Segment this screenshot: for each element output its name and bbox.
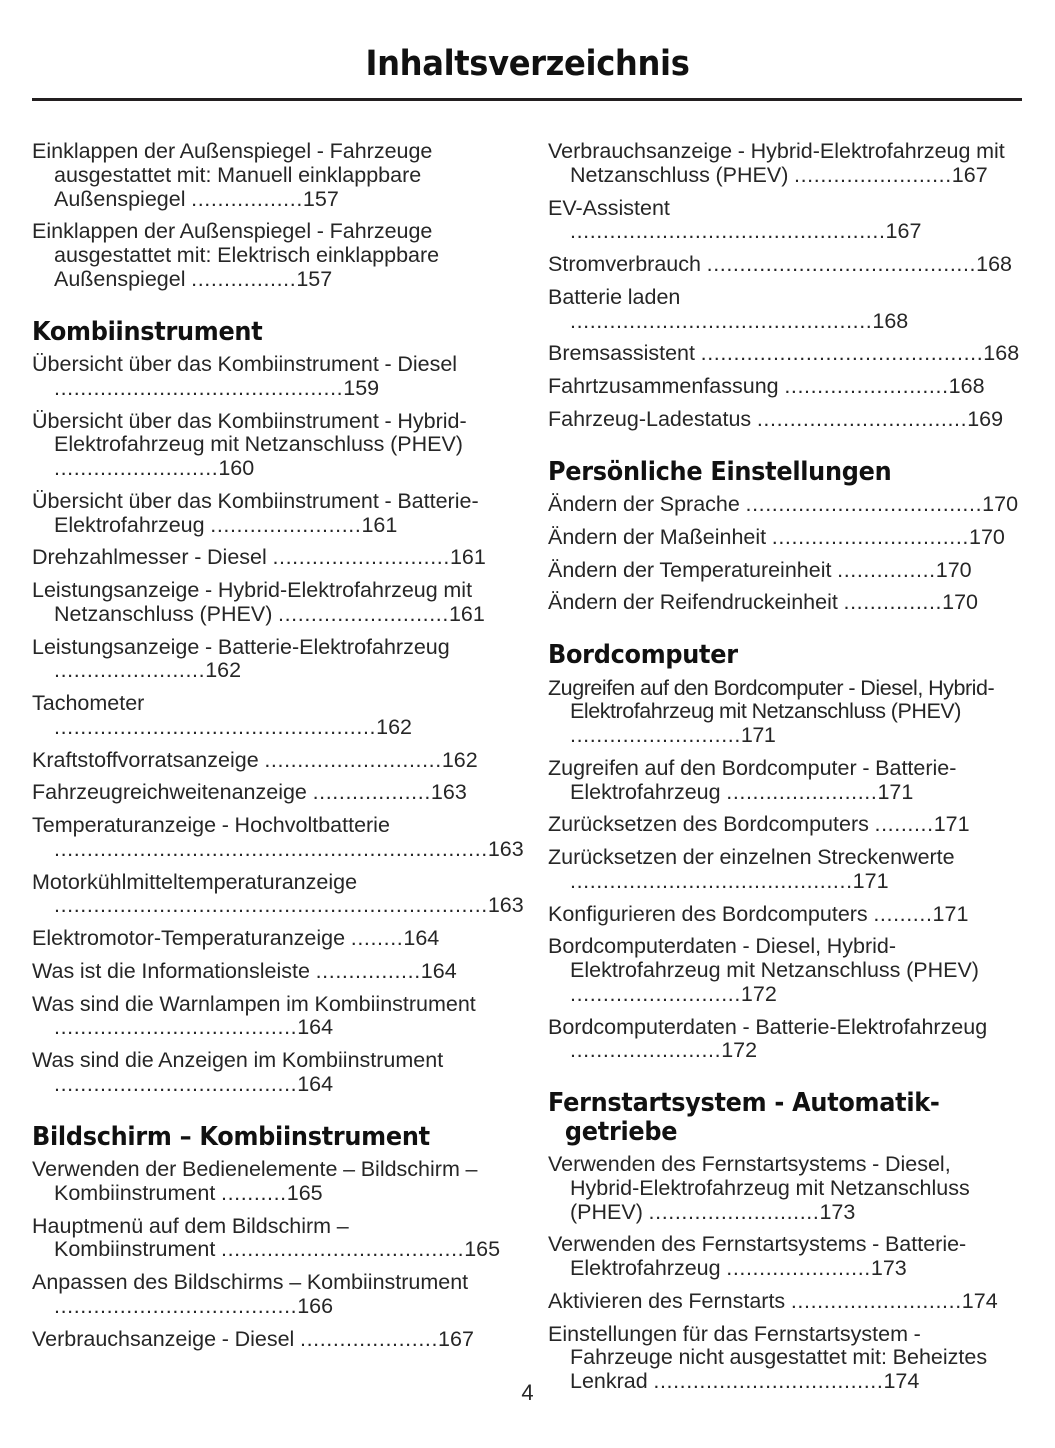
toc-entry[interactable] — [32, 490, 506, 538]
toc-entry-label: Zugreifen auf den Bordcomputer - Batterie-Elektrofahrzeug — [548, 755, 957, 804]
toc-entry[interactable] — [32, 410, 506, 481]
toc-entry[interactable] — [32, 546, 506, 570]
toc-entry-label: Ändern der Reifendruckeinheit — [548, 590, 844, 615]
toc-entry-label: Tachometer — [32, 691, 145, 716]
toc-entry-page: 160 — [218, 456, 255, 481]
toc-dot-leader: .......................... — [278, 601, 449, 626]
toc-dot-leader: ..................................... — [54, 1293, 298, 1318]
toc-entry[interactable] — [32, 636, 506, 684]
toc-entry-page: 172 — [721, 1038, 758, 1063]
toc-entry[interactable] — [32, 813, 524, 862]
toc-dot-leader: ......... — [874, 812, 934, 837]
toc-dot-leader: .......................... — [790, 1288, 962, 1313]
toc-entry-label: EV-Assistent — [548, 195, 670, 220]
toc-dot-leader: ............... — [843, 590, 943, 615]
toc-entry-label: Leistungsanzeige - Batterie-Elektrofahrzeug — [32, 634, 450, 659]
toc-entry-page: 171 — [932, 901, 969, 926]
toc-entry-page: 170 — [968, 524, 1005, 549]
toc-entry-page: 170 — [942, 590, 978, 615]
toc-entry-page: 174 — [883, 1369, 920, 1394]
toc-entry-page: 173 — [870, 1256, 907, 1281]
toc-entry-page: 164 — [297, 1015, 334, 1040]
toc-dot-leader: ........................... — [272, 545, 450, 570]
toc-columns — [32, 140, 1022, 1403]
toc-dot-leader: .......... — [221, 1180, 287, 1205]
toc-entry-label: Stromverbrauch — [548, 252, 707, 276]
toc-dot-leader: .......................... — [570, 981, 741, 1006]
toc-dot-leader: ..................................... — [54, 1071, 298, 1096]
toc-dot-leader: .................................................................. — [54, 893, 488, 918]
toc-section-heading: Bordcomputer — [548, 640, 738, 671]
toc-entry-page: 171 — [877, 779, 914, 804]
toc-dot-leader: ....................... — [726, 779, 878, 804]
toc-entry-page: 163 — [487, 893, 524, 918]
toc-entry-page: 164 — [297, 1071, 334, 1096]
toc-entry[interactable] — [548, 1233, 1022, 1281]
toc-entry[interactable] — [548, 493, 1022, 517]
toc-entry-label: Bordcomputerdaten - Batterie-Elektrofahrzeug — [548, 1014, 988, 1039]
toc-entry-label: Drehzahlmesser - Diesel — [32, 545, 273, 570]
toc-entry-label: Ändern der Temperatureinheit — [548, 557, 838, 582]
toc-dot-leader: ....................... — [54, 658, 206, 683]
toc-entry[interactable] — [548, 757, 1022, 805]
toc-entry-label: Verbrauchsanzeige - Hybrid-Elektrofahrzeug mit Netzanschluss (PHEV) — [548, 139, 1005, 187]
toc-entry[interactable] — [32, 1158, 506, 1206]
toc-entry[interactable] — [548, 375, 1022, 399]
toc-entry-page: 157 — [302, 186, 339, 211]
toc-entry[interactable] — [548, 197, 1022, 245]
toc-dot-leader: .................. — [312, 780, 431, 805]
toc-entry-label: Motorkühlmitteltemperaturanzeige — [32, 869, 358, 894]
toc-dot-leader: ................................................ — [570, 219, 886, 244]
toc-entry-page: 162 — [441, 747, 478, 772]
toc-entry-label: Hauptmenü auf dem Bildschirm – Kombiinstrument — [32, 1213, 349, 1262]
toc-entry-page: 164 — [403, 926, 440, 951]
toc-entry-label: Bordcomputerdaten - Diesel, Hybrid-Elektrofahrzeug mit Netzanschluss (PHEV) — [548, 934, 979, 983]
toc-dot-leader: .................................................................. — [54, 836, 488, 861]
toc-dot-leader: ................ — [191, 266, 297, 291]
toc-entry-label: Batterie laden — [548, 284, 681, 309]
toc-entry-label: Kraftstoffvorratsanzeige — [32, 747, 265, 772]
toc-entry-label: Verwenden des Fernstartsystems - Diesel, Hybrid-Elektrofahrzeug mit Netzanschluss (PHEV) — [548, 1152, 970, 1224]
toc-dot-leader: ........................................... — [570, 868, 853, 893]
toc-dot-leader: ........................................... — [700, 341, 984, 366]
toc-entry-page: 161 — [448, 601, 485, 626]
toc-entry[interactable] — [32, 353, 506, 401]
toc-entry-page: 168 — [948, 374, 985, 398]
toc-entry[interactable] — [548, 903, 1022, 927]
toc-entry-label: Fahrzeug-Ladestatus — [548, 406, 757, 431]
page-title: Inhaltsverzeichnis — [365, 44, 690, 84]
toc-entry-label: Fahrzeugreichweitenanzeige — [32, 780, 313, 805]
toc-entry-label: Was ist die Informationsleiste — [32, 958, 316, 983]
toc-column-right — [548, 140, 1022, 1403]
toc-dot-leader: .............................. — [771, 524, 969, 549]
page-number: 4 — [521, 1380, 534, 1405]
toc-entry[interactable] — [548, 591, 1022, 615]
toc-entry[interactable] — [32, 869, 524, 919]
toc-entry-label: Ändern der Sprache — [548, 492, 746, 517]
toc-entry-page: 171 — [933, 812, 970, 837]
toc-entry-page: 163 — [430, 780, 467, 805]
toc-dot-leader: .............................................. — [570, 308, 873, 333]
toc-entry[interactable] — [548, 813, 1022, 837]
toc-entry-label: Einstellungen für das Fernstartsystem - Fahrzeuge nicht ausgestattet mit: Beheiztes Lenkrad — [548, 1321, 988, 1394]
toc-entry-page: 157 — [296, 266, 333, 291]
toc-entry[interactable] — [32, 220, 506, 291]
toc-entry[interactable] — [548, 140, 1022, 188]
toc-column-left — [32, 139, 524, 1403]
toc-dot-leader: ........................ — [794, 162, 952, 187]
toc-entry-page: 163 — [487, 836, 524, 861]
toc-entry-page: 167 — [438, 1326, 474, 1351]
toc-dot-leader: ..................... — [300, 1326, 439, 1351]
toc-entry[interactable] — [548, 1016, 1022, 1064]
toc-entry-label: Einklappen der Außenspiegel - Fahrzeuge ausgestattet mit: Manuell einklappbare Außenspiegel — [32, 139, 433, 211]
toc-dot-leader: ..................................... — [221, 1237, 465, 1262]
toc-dot-leader: ........ — [350, 926, 404, 951]
toc-entry-page: 164 — [420, 958, 457, 983]
toc-section-heading: Kombiinstrument — [32, 316, 263, 347]
toc-entry[interactable] — [32, 993, 506, 1041]
toc-entry-label: Was sind die Warnlampen im Kombiinstrument — [32, 991, 476, 1016]
toc-entry[interactable] — [32, 960, 506, 984]
toc-entry-page: 169 — [967, 406, 1004, 431]
toc-dot-leader: .................................... — [745, 492, 983, 517]
toc-dot-leader: ................................... — [653, 1369, 884, 1394]
toc-entry-page: 162 — [376, 714, 412, 739]
toc-entry-label: Anpassen des Bildschirms – Kombiinstrument — [32, 1270, 469, 1295]
toc-dot-leader: ................ — [315, 958, 421, 983]
toc-entry-label: Verwenden des Fernstartsystems - Batterie-Elektrofahrzeug — [548, 1232, 967, 1281]
toc-entry[interactable] — [32, 140, 506, 211]
toc-entry-label: Ändern der Maßeinheit — [548, 524, 772, 549]
toc-entry[interactable] — [548, 526, 1022, 550]
toc-entry[interactable] — [32, 781, 506, 805]
toc-dot-leader: ....................... — [570, 1038, 722, 1063]
toc-entry-label: Fahrtzusammenfassung — [548, 374, 785, 398]
toc-entry-page: 174 — [961, 1288, 998, 1313]
toc-entry[interactable] — [32, 749, 506, 773]
toc-section-heading: Bildschirm – Kombiinstrument — [32, 1121, 430, 1152]
toc-dot-leader: ............... — [837, 557, 936, 582]
toc-entry-page: 168 — [983, 341, 1020, 366]
toc-entry-label: Übersicht über das Kombiinstrument - Batterie-Elektrofahrzeug — [32, 488, 479, 537]
toc-entry[interactable] — [548, 1290, 1022, 1314]
toc-entry[interactable] — [548, 408, 1022, 432]
toc-entry[interactable] — [548, 342, 1022, 366]
toc-entry-label: Konfigurieren des Bordcomputers — [548, 901, 874, 926]
toc-dot-leader: ......................... — [784, 374, 949, 398]
toc-entry-page: 165 — [286, 1180, 323, 1205]
toc-dot-leader: ............................................ — [54, 375, 344, 400]
toc-entry-label: Bremsassistent — [548, 341, 701, 366]
toc-dot-leader: ..................................... — [54, 1015, 298, 1040]
toc-dot-leader: ................................ — [756, 406, 968, 431]
toc-entry[interactable] — [548, 286, 1022, 334]
toc-dot-leader: ....................... — [210, 512, 362, 537]
toc-section-heading: Fernstartsystem - Automatik-getriebe — [548, 1088, 940, 1147]
toc-entry-page: 159 — [343, 375, 380, 400]
toc-entry-label: Einklappen der Außenspiegel - Fahrzeuge ausgestattet mit: Elektrisch einklappbare Außenspiegel — [32, 219, 440, 291]
toc-dot-leader: ......... — [873, 901, 933, 926]
toc-entry[interactable] — [32, 579, 506, 627]
toc-entry-label: Zurücksetzen der einzelnen Streckenwerte — [548, 845, 955, 870]
toc-entry-page: 161 — [449, 545, 486, 570]
toc-dot-leader: ...................... — [726, 1256, 871, 1281]
toc-entry[interactable] — [32, 692, 506, 740]
toc-entry-page: 171 — [740, 723, 776, 748]
toc-entry-label: Temperaturanzeige - Hochvoltbatterie — [32, 813, 390, 838]
toc-dot-leader: ........................... — [264, 747, 442, 772]
toc-entry[interactable] — [32, 1328, 506, 1352]
toc-entry-page: 167 — [951, 162, 988, 187]
toc-entry-label: Verbrauchsanzeige - Diesel — [32, 1326, 300, 1351]
toc-entry-page: 168 — [872, 308, 909, 333]
toc-entry-label: Leistungsanzeige - Hybrid-Elektrofahrzeug mit Netzanschluss (PHEV) — [32, 578, 473, 626]
toc-entry[interactable] — [548, 935, 1022, 1006]
toc-dot-leader: ......................................... — [706, 252, 977, 276]
toc-entry-label: Zugreifen auf den Bordcomputer - Diesel, Hybrid-Elektrofahrzeug mit Netzanschluss (PHEV) — [548, 675, 995, 724]
toc-entry-label: Aktivieren des Fernstarts — [548, 1288, 791, 1313]
toc-entry-label: Was sind die Anzeigen im Kombiinstrument — [32, 1048, 444, 1073]
toc-entry[interactable] — [548, 1153, 1022, 1224]
toc-entry-label: Verwenden der Bedienelemente – Bildschirm – Kombiinstrument — [32, 1157, 478, 1205]
toc-entry[interactable] — [32, 1271, 506, 1319]
toc-entry[interactable] — [548, 846, 1022, 894]
toc-entry[interactable] — [548, 253, 1022, 277]
header-divider — [32, 98, 1022, 101]
toc-dot-leader: .......................... — [570, 723, 741, 748]
toc-entry[interactable] — [32, 1049, 506, 1097]
toc-entry-page: 170 — [982, 492, 1019, 517]
toc-entry-page: 172 — [740, 981, 777, 1006]
toc-entry-label: Zurücksetzen des Bordcomputers — [548, 812, 875, 837]
toc-dot-leader: .......................... — [648, 1199, 820, 1224]
toc-entry-page: 171 — [852, 868, 889, 893]
toc-dot-leader: ................. — [191, 186, 303, 211]
toc-entry-label: Übersicht über das Kombiinstrument - Hybrid-Elektrofahrzeug mit Netzanschluss (PHEV) — [32, 408, 467, 457]
toc-entry-label: Übersicht über das Kombiinstrument - Diesel — [32, 352, 458, 377]
toc-entry-page: 168 — [976, 252, 1013, 276]
toc-entry-page: 161 — [361, 512, 398, 537]
toc-entry[interactable] — [548, 559, 1022, 583]
toc-dot-leader: ......................... — [54, 456, 219, 481]
toc-entry[interactable] — [548, 677, 1022, 748]
toc-entry[interactable] — [32, 927, 506, 951]
toc-entry-page: 167 — [885, 219, 922, 244]
toc-entry[interactable] — [32, 1215, 506, 1263]
toc-entry-label: Elektromotor-Temperaturanzeige — [32, 926, 351, 951]
toc-entry-page: 170 — [935, 557, 972, 582]
toc-dot-leader: ................................................. — [54, 714, 377, 739]
toc-section-heading: Persönliche Einstellungen — [548, 456, 892, 487]
toc-entry-page: 162 — [205, 658, 242, 683]
toc-entry-page: 166 — [297, 1293, 334, 1318]
toc-entry-page: 165 — [464, 1237, 501, 1262]
toc-entry-page: 173 — [819, 1199, 856, 1224]
